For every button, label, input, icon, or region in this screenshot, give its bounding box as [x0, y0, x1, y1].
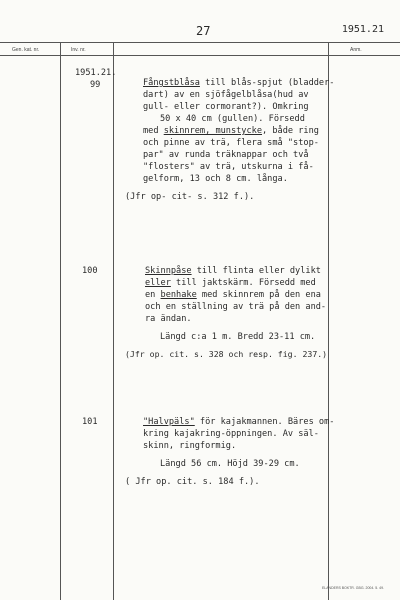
- entry-text: "Halvpäls" för kajakmannen. Bäres om-: [143, 417, 335, 427]
- column-rule-2: [113, 42, 114, 600]
- entry-reference: (Jfr op- cit- s. 312 f.).: [125, 192, 255, 202]
- catalog-code: 1951.21: [341, 24, 384, 35]
- entry-text: par" av runda träknappar och två: [143, 150, 309, 160]
- entry-text: en benhake med skinnrem på den ena: [145, 290, 321, 300]
- entry-dimensions: Längd c:a 1 m. Bredd 23-11 cm.: [160, 332, 316, 342]
- entry-reference: ( Jfr op. cit. s. 184 f.).: [125, 477, 260, 487]
- entry-text: med skinnrem, munstycke, både ring: [143, 126, 319, 136]
- entry-text: skinn, ringformig.: [143, 441, 237, 451]
- entry-dimensions: Längd 56 cm. Höjd 39-29 cm.: [160, 459, 300, 469]
- entry-text: gull- eller cormorant?). Omkring: [143, 102, 309, 112]
- entry-text: 50 x 40 cm (gullen). Försedd: [160, 114, 305, 124]
- page-number: 27: [196, 24, 211, 38]
- column-rule-3: [328, 42, 329, 600]
- entry-text: ra ändan.: [145, 314, 192, 324]
- printer-mark: ELANDERS BOKTR. GBG. 2004. 5. 49.: [321, 586, 384, 590]
- entry-text: och en ställning av trä på den and-: [145, 302, 327, 312]
- entry-term: "Halvpäls": [143, 417, 195, 427]
- entry-text: "flosters" av trä, utskurna i få-: [143, 162, 314, 172]
- entry-text: gelform, 13 och 8 cm. långa.: [143, 174, 288, 184]
- entry-text: kring kajakring-öppningen. Av säl-: [143, 429, 319, 439]
- column-label-inv: Inv. nr.: [71, 47, 86, 53]
- entry-text: eller till jaktskärm. Försedd med: [145, 278, 316, 288]
- column-label-gen-kat: Gen. kat. nr.: [12, 47, 40, 53]
- entry-term: Skinnpåse: [145, 266, 192, 276]
- entry-number: 101: [82, 417, 98, 427]
- column-rule-1: [60, 42, 61, 600]
- entry-number: 100: [82, 266, 98, 276]
- entry-term: Fångstblåsa: [143, 78, 200, 88]
- entry-reference: (Jfr op. cit. s. 328 och resp. fig. 237.): [125, 349, 328, 359]
- entry-text: och pinne av trä, flera små "stop-: [143, 138, 319, 148]
- entry-text: Skinnpåse till flinta eller dylikt: [145, 266, 321, 276]
- entry-number: 99: [90, 80, 101, 90]
- column-label-anm: Anm.: [350, 47, 362, 53]
- entry-date: 1951.21.: [75, 68, 117, 78]
- entry-text: dart) av en sjöfågelblåsa(hud av: [143, 90, 309, 100]
- entry-text: Fångstblåsa till blås-spjut (bladder-: [143, 78, 335, 88]
